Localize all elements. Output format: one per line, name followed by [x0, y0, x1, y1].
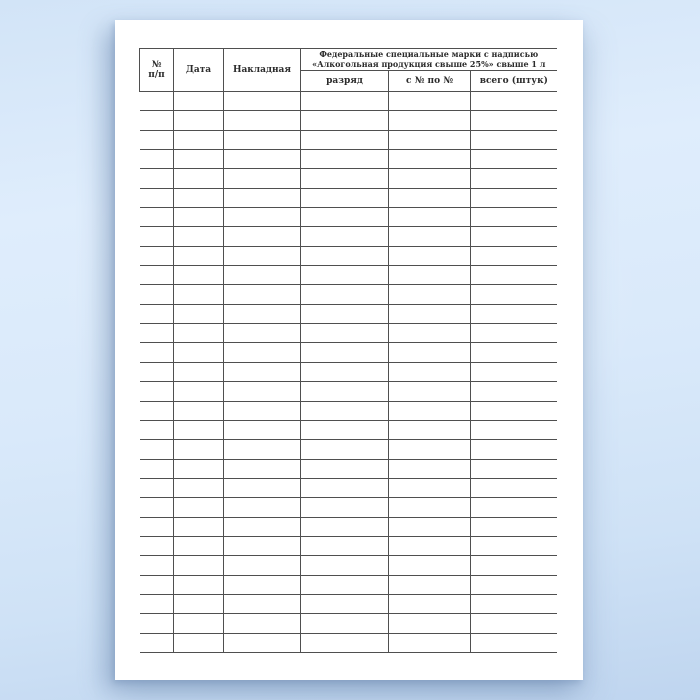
col-header-row-number-line2: п/п	[148, 70, 165, 80]
table-cell-empty	[301, 343, 389, 362]
table-row	[140, 498, 557, 517]
table-cell-empty	[224, 536, 301, 555]
table-cell-empty	[301, 536, 389, 555]
table-cell-empty	[174, 575, 224, 594]
table-cell-empty	[389, 169, 471, 188]
table-cell-empty	[224, 227, 301, 246]
table-cell-empty	[301, 188, 389, 207]
table-cell-empty	[301, 382, 389, 401]
table-cell-empty	[174, 266, 224, 285]
table-row	[140, 517, 557, 536]
col-header-number-range: с № по №	[389, 71, 471, 92]
table-cell-empty	[224, 150, 301, 169]
table-cell-empty	[301, 594, 389, 613]
table-row	[140, 536, 557, 555]
table-row	[140, 285, 557, 304]
table-cell-empty	[301, 459, 389, 478]
table-cell-empty	[389, 498, 471, 517]
table-cell-empty	[389, 459, 471, 478]
table-cell-empty	[224, 208, 301, 227]
table-cell-empty	[174, 362, 224, 381]
table-cell-empty	[140, 382, 174, 401]
table-cell-empty	[174, 188, 224, 207]
table-cell-empty	[224, 478, 301, 497]
table-cell-empty	[140, 188, 174, 207]
table-cell-empty	[140, 343, 174, 362]
table-cell-empty	[389, 517, 471, 536]
table-cell-empty	[471, 498, 557, 517]
table-cell-empty	[174, 324, 224, 343]
table-cell-empty	[140, 130, 174, 149]
table-header	[140, 49, 557, 92]
table-cell-empty	[174, 382, 224, 401]
table-cell-empty	[140, 111, 174, 130]
table-cell-empty	[224, 614, 301, 633]
table-cell-empty	[471, 246, 557, 265]
table-cell-empty	[471, 227, 557, 246]
table-cell-empty	[471, 536, 557, 555]
table-cell-empty	[174, 633, 224, 652]
table-cell-empty	[389, 304, 471, 323]
table-cell-empty	[471, 304, 557, 323]
table-cell-empty	[301, 517, 389, 536]
table-cell-empty	[389, 575, 471, 594]
table-cell-empty	[140, 246, 174, 265]
table-cell-empty	[140, 362, 174, 381]
table-cell-empty	[140, 575, 174, 594]
table-body	[140, 92, 557, 653]
table-cell-empty	[140, 266, 174, 285]
table-cell-empty	[174, 420, 224, 439]
table-cell-empty	[301, 285, 389, 304]
table-cell-empty	[389, 420, 471, 439]
table-cell-empty	[224, 594, 301, 613]
table-cell-empty	[174, 227, 224, 246]
table-row	[140, 556, 557, 575]
table-row	[140, 246, 557, 265]
table-row	[140, 130, 557, 149]
table-cell-empty	[174, 304, 224, 323]
table-row	[140, 266, 557, 285]
col-header-invoice: Накладная	[224, 49, 301, 92]
table-cell-empty	[140, 517, 174, 536]
table-row	[140, 420, 557, 439]
table-cell-empty	[224, 246, 301, 265]
table-cell-empty	[174, 169, 224, 188]
table-cell-empty	[389, 382, 471, 401]
table-cell-empty	[471, 478, 557, 497]
table-cell-empty	[224, 169, 301, 188]
table-cell-empty	[471, 92, 557, 111]
table-cell-empty	[224, 304, 301, 323]
table-cell-empty	[301, 614, 389, 633]
table-cell-empty	[389, 362, 471, 381]
table-cell-empty	[471, 111, 557, 130]
table-cell-empty	[174, 440, 224, 459]
table-cell-empty	[224, 382, 301, 401]
table-cell-empty	[389, 614, 471, 633]
table-cell-empty	[301, 92, 389, 111]
table-cell-empty	[174, 285, 224, 304]
table-cell-empty	[174, 150, 224, 169]
table-cell-empty	[140, 169, 174, 188]
table-cell-empty	[224, 343, 301, 362]
table-row	[140, 478, 557, 497]
table-row	[140, 459, 557, 478]
table-cell-empty	[140, 594, 174, 613]
table-cell-empty	[140, 208, 174, 227]
table-cell-empty	[301, 556, 389, 575]
table-cell-empty	[140, 478, 174, 497]
table-cell-empty	[174, 208, 224, 227]
table-cell-empty	[224, 459, 301, 478]
table-row	[140, 343, 557, 362]
table-cell-empty	[174, 556, 224, 575]
table-cell-empty	[224, 188, 301, 207]
table-row	[140, 401, 557, 420]
table-cell-empty	[224, 556, 301, 575]
table-cell-empty	[301, 440, 389, 459]
table-cell-empty	[389, 246, 471, 265]
table-cell-empty	[301, 420, 389, 439]
table-cell-empty	[174, 111, 224, 130]
table-cell-empty	[471, 401, 557, 420]
table-cell-empty	[174, 517, 224, 536]
table-cell-empty	[471, 614, 557, 633]
table-cell-empty	[224, 575, 301, 594]
table-row	[140, 614, 557, 633]
table-cell-empty	[389, 208, 471, 227]
table-cell-empty	[389, 633, 471, 652]
table-cell-empty	[140, 285, 174, 304]
table-cell-empty	[301, 362, 389, 381]
marks-register-table	[139, 48, 557, 653]
col-header-row-number	[140, 49, 174, 92]
table-cell-empty	[174, 246, 224, 265]
table-cell-empty	[224, 420, 301, 439]
table-row	[140, 227, 557, 246]
table-cell-empty	[224, 92, 301, 111]
table-cell-empty	[301, 208, 389, 227]
table-cell-empty	[174, 614, 224, 633]
table-cell-empty	[174, 130, 224, 149]
table-cell-empty	[140, 614, 174, 633]
table-cell-empty	[224, 498, 301, 517]
col-header-date: Дата	[174, 49, 224, 92]
table-cell-empty	[224, 266, 301, 285]
table-cell-empty	[471, 633, 557, 652]
document-page	[115, 20, 583, 680]
table-cell-empty	[224, 362, 301, 381]
table-cell-empty	[471, 362, 557, 381]
table-cell-empty	[140, 401, 174, 420]
table-cell-empty	[140, 420, 174, 439]
table-cell-empty	[301, 169, 389, 188]
table-cell-empty	[301, 266, 389, 285]
table-cell-empty	[471, 594, 557, 613]
table-row	[140, 150, 557, 169]
table-cell-empty	[301, 401, 389, 420]
table-cell-empty	[301, 478, 389, 497]
table-cell-empty	[301, 227, 389, 246]
table-cell-empty	[224, 401, 301, 420]
col-header-row-number-line1: №	[151, 60, 162, 70]
table-cell-empty	[389, 111, 471, 130]
table-row	[140, 188, 557, 207]
table-cell-empty	[389, 92, 471, 111]
table-cell-empty	[471, 208, 557, 227]
table-cell-empty	[174, 498, 224, 517]
table-row	[140, 304, 557, 323]
table-row	[140, 382, 557, 401]
table-cell-empty	[301, 498, 389, 517]
table-cell-empty	[301, 150, 389, 169]
table-cell-empty	[224, 517, 301, 536]
table-row	[140, 111, 557, 130]
table-cell-empty	[389, 324, 471, 343]
col-header-federal-marks-group	[301, 49, 557, 71]
table-row	[140, 362, 557, 381]
table-cell-empty	[301, 111, 389, 130]
table-cell-empty	[224, 285, 301, 304]
table-cell-empty	[140, 440, 174, 459]
table-cell-empty	[140, 324, 174, 343]
table-cell-empty	[224, 111, 301, 130]
table-cell-empty	[174, 92, 224, 111]
table-cell-empty	[140, 459, 174, 478]
table-cell-empty	[471, 130, 557, 149]
table-cell-empty	[140, 227, 174, 246]
table-cell-empty	[389, 150, 471, 169]
table-cell-empty	[389, 266, 471, 285]
table-row	[140, 440, 557, 459]
table-cell-empty	[174, 594, 224, 613]
table-cell-empty	[389, 536, 471, 555]
table-row	[140, 208, 557, 227]
table-cell-empty	[301, 130, 389, 149]
table-cell-empty	[471, 459, 557, 478]
table-cell-empty	[389, 188, 471, 207]
group-header-line2: «Алкогольная продукция свыше 25%» свыше 1 л	[312, 58, 546, 69]
table-cell-empty	[471, 188, 557, 207]
table-cell-empty	[389, 440, 471, 459]
table-cell-empty	[389, 556, 471, 575]
col-header-total-pieces: всего (штук)	[471, 71, 557, 92]
table-cell-empty	[174, 459, 224, 478]
table-cell-empty	[471, 150, 557, 169]
table-cell-empty	[471, 575, 557, 594]
table-cell-empty	[174, 536, 224, 555]
table-cell-empty	[389, 478, 471, 497]
table-cell-empty	[224, 440, 301, 459]
table-cell-empty	[174, 478, 224, 497]
table-cell-empty	[471, 343, 557, 362]
table-cell-empty	[389, 285, 471, 304]
table-cell-empty	[140, 304, 174, 323]
table-cell-empty	[471, 169, 557, 188]
table-cell-empty	[389, 401, 471, 420]
table-cell-empty	[471, 440, 557, 459]
table-cell-empty	[301, 304, 389, 323]
table-cell-empty	[471, 556, 557, 575]
table-cell-empty	[389, 343, 471, 362]
table-cell-empty	[301, 246, 389, 265]
table-cell-empty	[140, 536, 174, 555]
table-row	[140, 324, 557, 343]
table-cell-empty	[301, 633, 389, 652]
table-cell-empty	[140, 498, 174, 517]
table-cell-empty	[140, 92, 174, 111]
table-cell-empty	[140, 150, 174, 169]
table-row	[140, 92, 557, 111]
table-row	[140, 575, 557, 594]
table-cell-empty	[174, 343, 224, 362]
table-cell-empty	[471, 285, 557, 304]
col-header-razryad: разряд	[301, 71, 389, 92]
table-cell-empty	[140, 556, 174, 575]
table-row	[140, 633, 557, 652]
table-cell-empty	[471, 517, 557, 536]
header-row-top	[140, 49, 557, 71]
table-cell-empty	[301, 575, 389, 594]
table-cell-empty	[224, 130, 301, 149]
table-cell-empty	[389, 130, 471, 149]
table-cell-empty	[389, 594, 471, 613]
table-cell-empty	[471, 266, 557, 285]
table-cell-empty	[174, 401, 224, 420]
group-header-line1: Федеральные специальные марки с надписью	[319, 49, 539, 59]
table-cell-empty	[140, 633, 174, 652]
table-cell-empty	[301, 324, 389, 343]
table-cell-empty	[471, 324, 557, 343]
table-cell-empty	[389, 227, 471, 246]
table-cell-empty	[224, 633, 301, 652]
table-cell-empty	[471, 382, 557, 401]
table-row	[140, 169, 557, 188]
table-cell-empty	[471, 420, 557, 439]
table-cell-empty	[224, 324, 301, 343]
table-row	[140, 594, 557, 613]
